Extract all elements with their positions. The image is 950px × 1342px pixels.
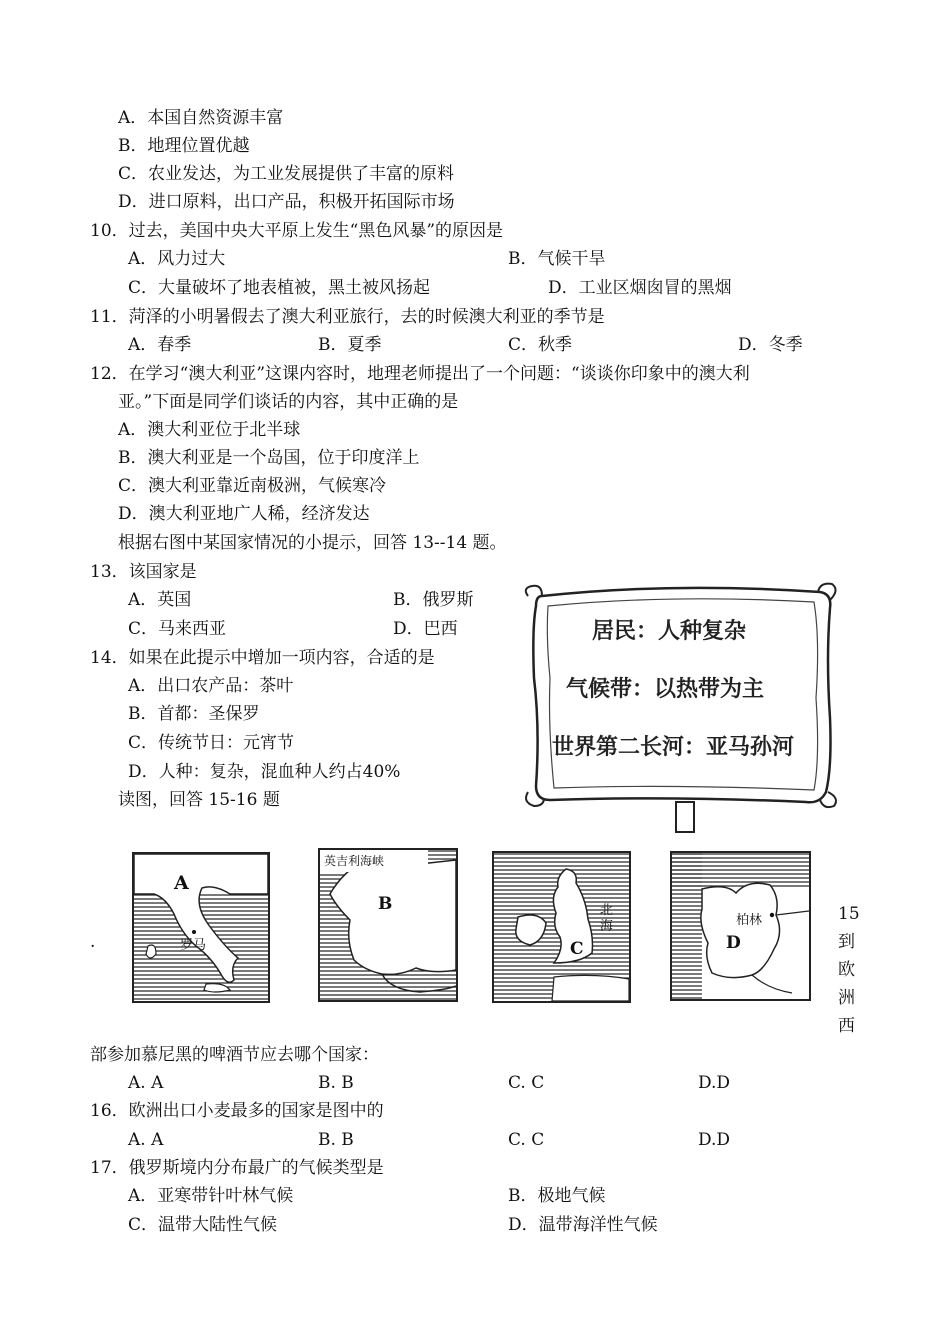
- q12-option-a: A．澳大利亚位于北半球: [118, 420, 301, 440]
- q11-option-d: D．冬季: [738, 335, 803, 355]
- q15-option-d: D.D: [698, 1073, 731, 1093]
- q10-option-a: A．风力过大: [128, 249, 226, 269]
- q11-stem: 11．菏泽的小明暑假去了澳大利亚旅行，去的时候澳大利亚的季节是: [90, 307, 605, 327]
- q16-option-a: A. A: [128, 1130, 164, 1150]
- q11-option-c: C．秋季: [508, 335, 573, 355]
- q12-option-b: B．澳大利亚是一个岛国，位于印度洋上: [118, 448, 420, 468]
- q13-stem: 13．该国家是: [90, 562, 197, 582]
- q17-stem: 17．俄罗斯境内分布最广的气候类型是: [90, 1158, 384, 1178]
- q14-stem: 14．如果在此提示中增加一项内容，合适的是: [90, 648, 435, 668]
- q10-option-d: D．工业区烟囱冒的黑烟: [548, 278, 732, 298]
- q15-option-a: A. A: [128, 1073, 164, 1093]
- map-c-north-sea: 北海: [600, 903, 614, 934]
- q13-option-d: D．巴西: [393, 619, 458, 639]
- map-d-germany: [670, 851, 811, 1001]
- q9-option-d: D．进口原料，出口产品，积极开拓国际市场: [118, 192, 455, 212]
- q16-option-d: D.D: [698, 1130, 731, 1150]
- q12-stem-line2: 亚。”下面是同学们谈话的内容，其中正确的是: [118, 392, 459, 412]
- q16-option-c: C. C: [508, 1130, 545, 1150]
- q12-option-c: C．澳大利亚靠近南极洲，气候寒冷: [118, 476, 387, 496]
- q10-stem: 10．过去，美国中央大平原上发生“黑色风暴”的原因是: [90, 221, 504, 241]
- q10-option-c: C．大量破坏了地表植被，黑土被风扬起: [128, 278, 431, 298]
- dot-mark: .: [90, 932, 96, 952]
- q15-stem: 部参加慕尼黑的啤酒节应去哪个国家：: [90, 1045, 379, 1065]
- q17-option-b: B．极地气候: [508, 1186, 606, 1206]
- q15-side-number: 15: [838, 904, 860, 924]
- q16-option-b: B. B: [318, 1130, 354, 1150]
- map-a-letter: A: [174, 872, 189, 894]
- map-d-letter: D: [726, 933, 741, 953]
- q13-option-b: B．俄罗斯: [393, 590, 474, 610]
- sign-line-climate: 气候带：以热带为主: [566, 677, 765, 702]
- q14-option-c: C．传统节日：元宵节: [128, 733, 295, 753]
- intro-13-14: 根据右图中某国家情况的小提示，回答 13--14 题。: [118, 533, 507, 553]
- q15-side-char-3: 洲: [838, 988, 855, 1008]
- q13-option-a: A．英国: [128, 590, 192, 610]
- map-d-city-berlin: 柏林: [736, 913, 763, 928]
- q17-option-a: A．亚寒带针叶林气候: [128, 1186, 294, 1206]
- q13-option-c: C．马来西亚: [128, 619, 227, 639]
- map-b-letter: B: [378, 894, 393, 914]
- sign-line-river: 世界第二长河：亚马孙河: [552, 735, 795, 760]
- q15-option-b: B. B: [318, 1073, 354, 1093]
- q9-option-c: C．农业发达，为工业发展提供了丰富的原料: [118, 164, 455, 184]
- q15-side-char-2: 欧: [838, 960, 855, 980]
- map-b-france: [318, 848, 458, 1002]
- hint-signboard: [520, 578, 840, 838]
- q17-option-d: D．温带海洋性气候: [508, 1215, 658, 1235]
- q15-side-char-4: 西: [838, 1016, 855, 1036]
- q15-side-char-1: 到: [838, 932, 855, 952]
- map-c-letter: C: [570, 939, 584, 959]
- q10-option-b: B．气候干旱: [508, 249, 606, 269]
- intro-15-16: 读图，回答 15-16 题: [118, 790, 280, 810]
- q14-option-a: A．出口农产品：茶叶: [128, 676, 294, 696]
- map-b-strait-label: 英吉利海峡: [324, 854, 385, 868]
- q11-option-b: B．夏季: [318, 335, 382, 355]
- q17-option-c: C．温带大陆性气候: [128, 1215, 278, 1235]
- map-c-uk: [492, 851, 631, 1003]
- q9-option-a: A．本国自然资源丰富: [118, 108, 284, 128]
- map-a-italy: [132, 852, 270, 1003]
- q14-option-d: D．人种：复杂，混血种人约占40%: [128, 762, 401, 782]
- q11-option-a: A．春季: [128, 335, 192, 355]
- q14-option-b: B．首都：圣保罗: [128, 704, 260, 724]
- q12-option-d: D．澳大利亚地广人稀，经济发达: [118, 504, 370, 524]
- q16-stem: 16．欧洲出口小麦最多的国家是图中的: [90, 1101, 384, 1121]
- q12-stem-line1: 12．在学习“澳大利亚”这课内容时，地理老师提出了一个问题：“谈谈你印象中的澳大利: [90, 364, 750, 384]
- map-a-city-rome: 罗马: [180, 938, 207, 953]
- sign-line-residents: 居民：人种复杂: [592, 619, 747, 644]
- q9-option-b: B．地理位置优越: [118, 136, 250, 156]
- q15-option-c: C. C: [508, 1073, 545, 1093]
